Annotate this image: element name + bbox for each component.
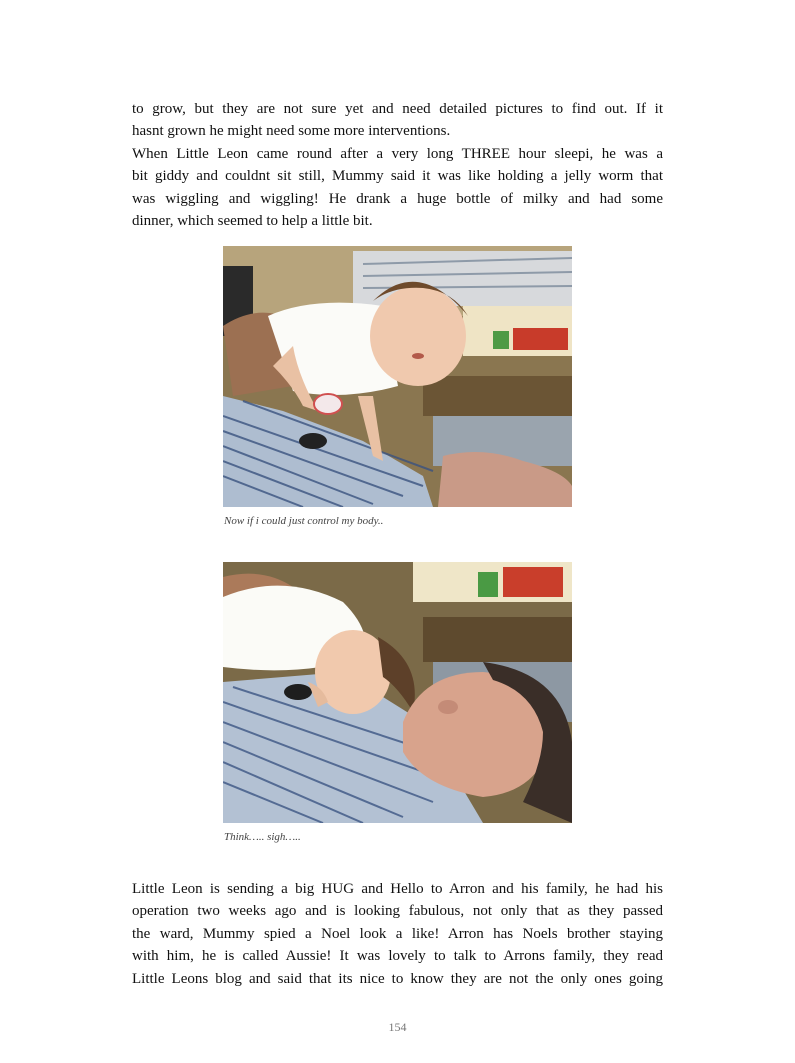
photo-caption: Think….. sigh….. <box>224 831 301 843</box>
text-line: Little Leon is sending a big HUG and Hello to Arron and his family, he had his <box>132 881 663 897</box>
text-line: bit giddy and couldnt sit still, Mummy said it was like holding a jelly worm that <box>132 168 663 185</box>
text-line: When Little Leon came round after a very long THREE hour sleepi, he was a <box>132 145 663 162</box>
photo-baby-and-grandfather <box>223 562 572 823</box>
text-line: with him, he is called Aussie! It was lovely to talk to Arrons family, they read <box>132 948 663 965</box>
page-number: 154 <box>388 1020 407 1034</box>
photo-caption: Now if i could just control my body.. <box>224 515 384 527</box>
photo-2-illustration <box>223 562 572 823</box>
text-line: was wiggling and wiggling! He drank a huge bottle of milky and had some <box>132 190 663 207</box>
text-line: the ward, Mummy spied a Noel look a like! Arron has Noels brother staying <box>132 925 663 942</box>
text-line: dinner, which seemed to help a little bit. <box>132 213 373 230</box>
paragraph-top <box>132 98 663 232</box>
text-line: hasnt grown he might need some more interventions. <box>132 123 451 140</box>
text-line: Little Leons blog and said that its nice to know they are not the only ones going <box>132 970 663 987</box>
paragraph-bottom <box>132 878 663 990</box>
text-line: to grow, but they are not sure yet and need detailed pictures to find out. If it <box>132 101 663 117</box>
text-line: operation two weeks ago and is looking fabulous, not only that as they passed <box>132 903 663 920</box>
photo-baby-held-up <box>223 246 572 507</box>
photo-1-illustration <box>223 246 572 507</box>
